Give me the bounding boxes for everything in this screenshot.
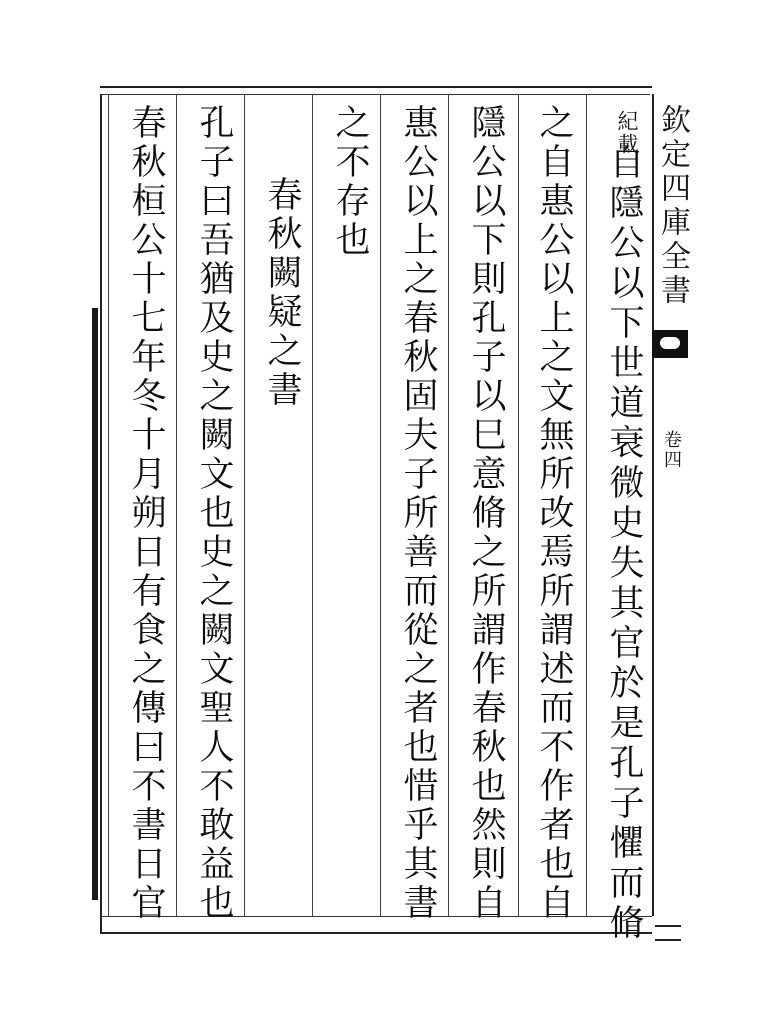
column-separator xyxy=(108,94,109,916)
fishtail-mark-inner xyxy=(660,337,680,349)
section-heading: 春秋闕疑之書 xyxy=(262,176,302,410)
text-column-5: 之不存也 xyxy=(330,104,370,260)
top-inner-rule xyxy=(100,94,650,95)
text-column-8: 春秋桓公十七年冬十月朔日有食之傳曰不書日官 xyxy=(126,104,166,923)
volume-label: 卷四 xyxy=(661,430,682,470)
text-column-4: 惠公以上之春秋固夫子所善而從之者也惜乎其書 xyxy=(398,104,438,923)
left-border xyxy=(100,94,102,934)
text-column-3: 隱公以下則孔子以巳意脩之所謂作春秋也然則自 xyxy=(466,104,506,923)
column-note: 紀載 xyxy=(615,110,639,156)
column-separator xyxy=(518,94,519,916)
column-separator xyxy=(586,94,587,916)
top-rule xyxy=(100,86,652,88)
book-title: 欽定四庫全書 xyxy=(655,104,690,308)
bottom-fishtail-mark xyxy=(655,925,681,941)
text-column-7: 孔子曰吾猶及史之闕文也史之闕文聖人不敢益也 xyxy=(194,104,234,923)
text-column-1: 自隱公以下世道衰微史失其官於是孔子懼而脩 xyxy=(604,144,644,944)
bottom-rule xyxy=(100,932,652,934)
text-column-2: 之自惠公以上之文無所改焉所謂述而不作者也自 xyxy=(534,104,574,923)
left-binding-edge xyxy=(92,308,98,900)
